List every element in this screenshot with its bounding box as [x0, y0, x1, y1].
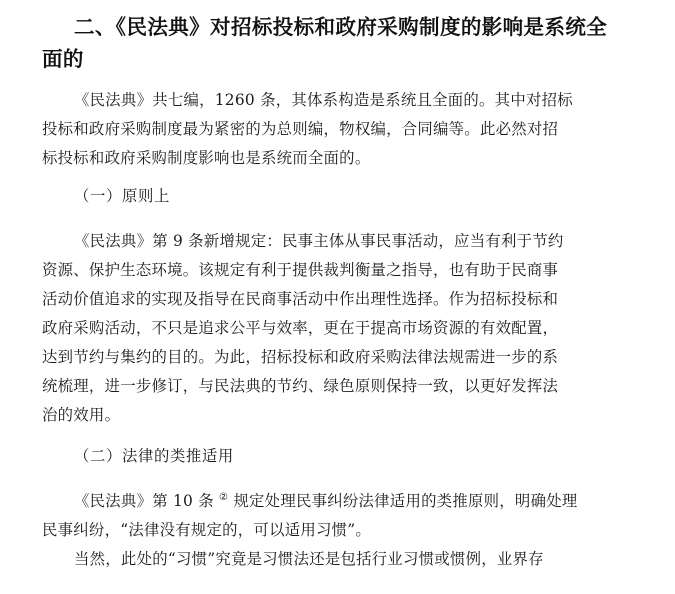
section-title-line-1: 二、《民法典》对招标投标和政府采购制度的影响是系统全 — [74, 15, 608, 39]
subsection-2-title: （二）法律的类推适用 — [74, 447, 234, 465]
paragraph-line: 达到节约与集约的目的。为此，招标投标和政府采购法律法规需进一步的系 — [42, 348, 559, 366]
paragraph-line: 投标和政府采购制度最为紧密的为总则编，物权编，合同编等。此必然对招 — [42, 120, 559, 138]
paragraph-line: 政府采购活动，不只是追求公平与效率，更在于提高市场资源的有效配置， — [42, 319, 559, 337]
paragraph-text: 规定处理民事纠纷法律适用的类推原则，明确处理 — [233, 492, 578, 510]
paragraph-line: 《民法典》第 9 条新增规定：民事主体从事民事活动，应当有利于节约 — [74, 232, 564, 250]
article-reference: 《民法典》第 10 条 — [74, 492, 214, 510]
paragraph-line: 活动价值追求的实现及指导在民商事活动中作出理性选择。作为招标投标和 — [42, 290, 559, 308]
paragraph-line: 统梳理，进一步修订，与民法典的节约、绿色原则保持一致，以更好发挥法 — [42, 377, 559, 395]
paragraph-line: 民事纠纷，“法律没有规定的，可以适用习惯”。 — [42, 521, 372, 539]
subsection-1-title: （一）原则上 — [74, 187, 170, 205]
paragraph-line — [74, 489, 578, 511]
paragraph-line: 标投标和政府采购制度影响也是系统而全面的。 — [42, 149, 371, 167]
paragraph-line: 资源、保护生态环境。该规定有利于提供裁判衡量之指导，也有助于民商事 — [42, 261, 559, 279]
paragraph-line: 治的效用。 — [42, 406, 121, 424]
paragraph-line: 当然，此处的“习惯”究竟是习惯法还是包括行业习惯或惯例，业界存 — [74, 550, 544, 568]
paragraph-line: 《民法典》共七编，1260 条，其体系构造是系统且全面的。其中对招标 — [74, 91, 573, 109]
footnote-marker[interactable]: ② — [219, 491, 229, 503]
section-title-line-2: 面的 — [42, 47, 84, 71]
